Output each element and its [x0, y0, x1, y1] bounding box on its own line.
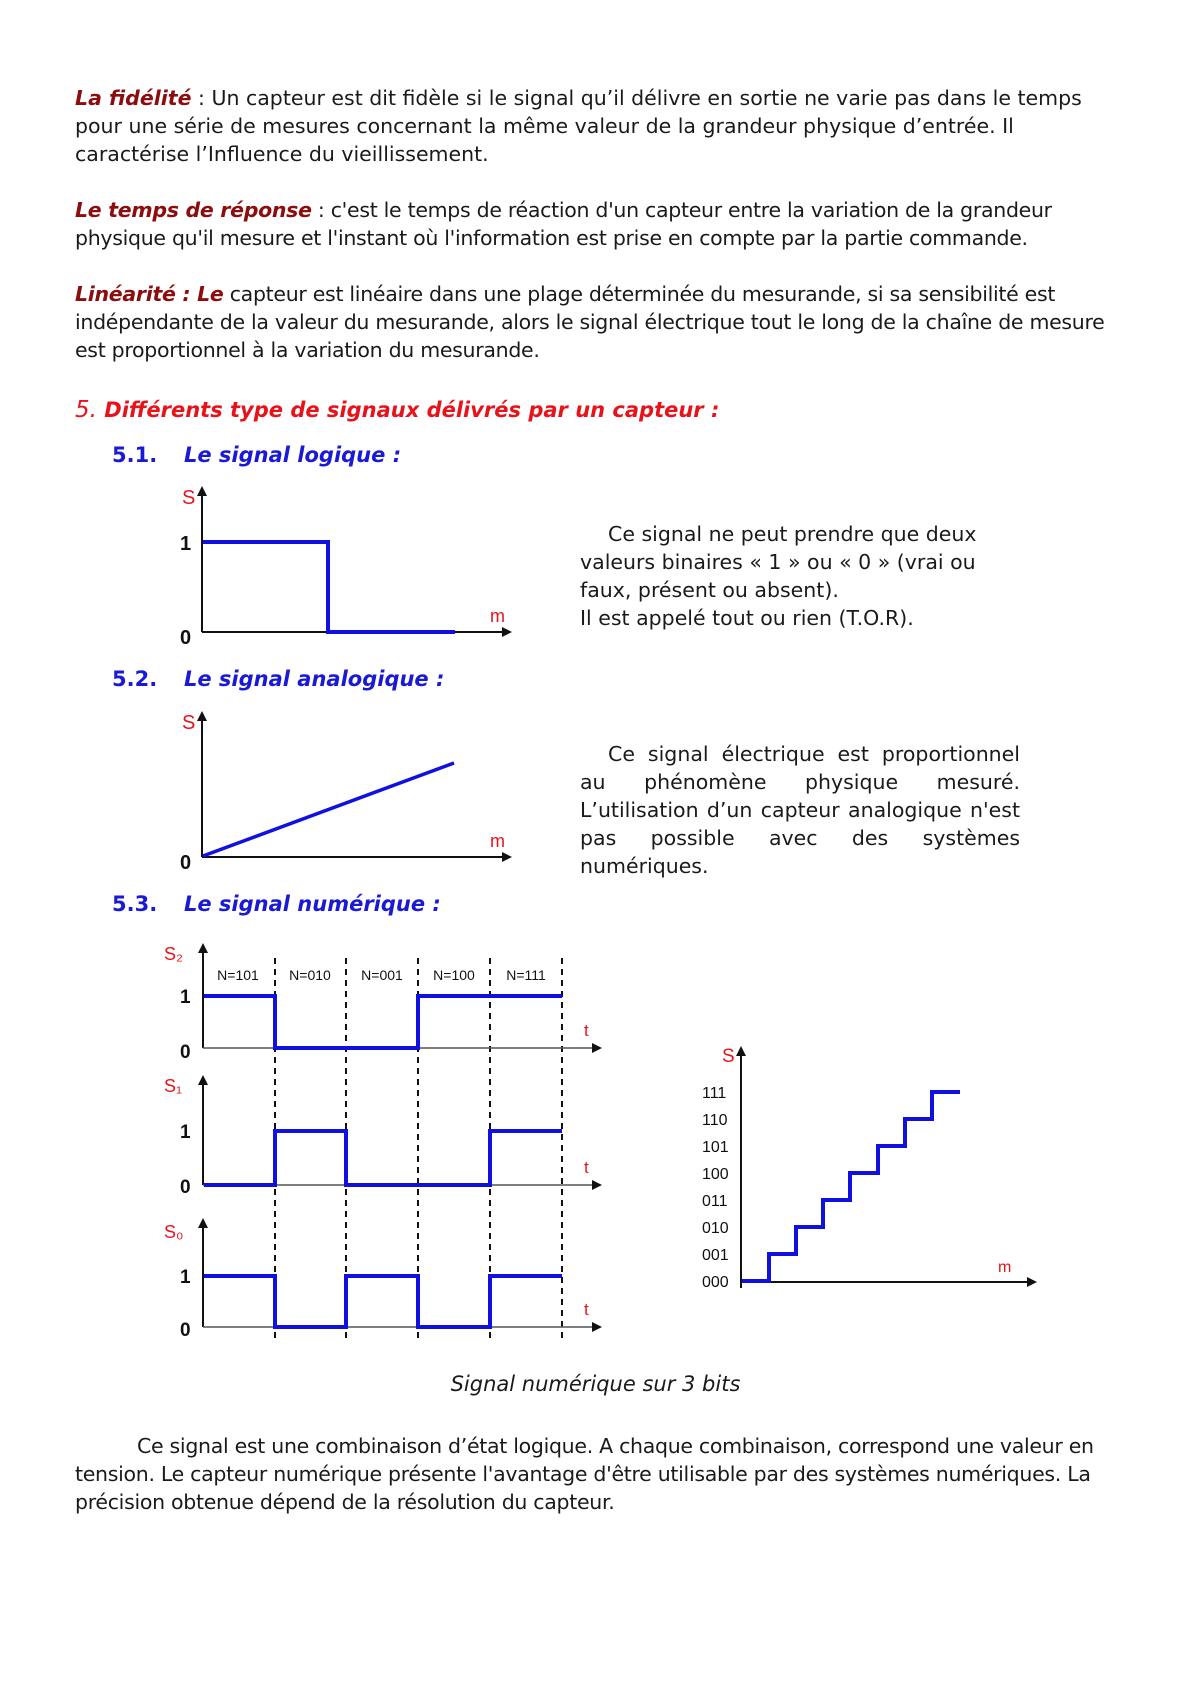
text-fidelite: : Un capteur est dit fidèle si le signal qu’il délivre en sortie ne varie pas dans le temps pour une série de mesures concernant la même valeur de la grandeur physique d’entrée. Il caractérise l’Influence du vieillissement. — [75, 86, 1082, 166]
text-temps-reponse: : c'est le temps de réaction d'un capteur entre la variation de la grandeur physique qu'il mesure et l'instant où l'information est prise en compte par la partie commande. — [75, 198, 1052, 250]
subsection-number: 5.2. — [112, 667, 158, 691]
segment-label-5: N=111 — [506, 967, 546, 983]
subsection-number: 5.3. — [112, 892, 158, 916]
tick-label-0: 0 — [180, 1177, 191, 1198]
axis-label-m: m — [490, 831, 505, 851]
analog-signal-chart — [170, 705, 520, 875]
level-111: 111 — [702, 1085, 727, 1102]
digital-signal-description — [75, 1432, 1125, 1516]
segment-label-4: N=100 — [433, 967, 475, 983]
term-fidelite: La fidélité — [75, 86, 192, 110]
level-011: 011 — [702, 1193, 728, 1210]
segment-label-3: N=001 — [361, 967, 403, 983]
term-linearite: Linéarité : Le — [75, 282, 224, 306]
analog-description-text: Ce signal électrique est proportionnel au phénomène physique mesuré. L’utilisation d’un capteur analogique n'est pas possible avec des systèmes numériques. — [580, 742, 1020, 878]
digital-timing-chart — [150, 940, 610, 1360]
subsection-heading-5-2 — [112, 667, 444, 691]
analog-signal-description — [580, 740, 1020, 880]
level-110: 110 — [702, 1112, 728, 1129]
tick-label-1: 1 — [180, 1267, 191, 1288]
tick-label-1: 1 — [180, 533, 192, 555]
tick-label-0: 0 — [180, 627, 192, 649]
text-linearite: capteur est linéaire dans une plage déterminée du mesurande, si sa sensibilité est indépendante de la valeur du mesurande, alors le signal électrique tout le long de la chaîne de mesure est proportionnel à la variation du mesurande. — [75, 282, 1105, 362]
term-temps-reponse: Le temps de réponse — [75, 198, 312, 222]
axis-label-t: t — [584, 1158, 589, 1177]
segment-label-2: N=010 — [289, 967, 331, 983]
axis-label-m: m — [490, 606, 505, 626]
subsection-heading-5-1 — [112, 443, 401, 467]
tick-label-0: 0 — [180, 852, 192, 874]
axis-label-s2: S₂ — [164, 944, 183, 964]
axis-label-s: S — [722, 1046, 735, 1067]
logic-signal-chart — [170, 480, 520, 650]
level-001: 001 — [702, 1247, 729, 1264]
paragraph-temps-reponse — [75, 196, 1125, 252]
figure-caption: Signal numérique sur 3 bits — [450, 1372, 741, 1396]
level-000: 000 — [702, 1274, 729, 1291]
section-number: 5. — [75, 397, 97, 423]
axis-label-t: t — [584, 1300, 589, 1319]
tick-label-1: 1 — [180, 1122, 191, 1143]
level-101: 101 — [702, 1139, 729, 1156]
subsection-title: Le signal numérique : — [184, 892, 441, 916]
digital-description-text: Ce signal est une combinaison d’état logique. A chaque combinaison, correspond une valeur en tension. Le capteur numérique présente l'avantage d'être utilisable par des systèmes numériques. La précision obtenue dépend de la résolution du capteur. — [75, 1434, 1094, 1514]
axis-label-s0: S₀ — [164, 1222, 184, 1242]
subsection-number: 5.1. — [112, 443, 158, 467]
section-heading-5 — [75, 397, 719, 423]
tick-label-0: 0 — [180, 1042, 191, 1063]
logic-signal-description — [580, 520, 1000, 632]
segment-label-1: N=101 — [217, 967, 259, 983]
axis-label-m: m — [998, 1259, 1012, 1276]
axis-label-s1: S₁ — [164, 1076, 183, 1096]
subsection-title: Le signal logique : — [184, 443, 402, 467]
paragraph-linearite — [75, 280, 1125, 364]
section-title: Différents type de signaux délivrés par un capteur : — [96, 398, 720, 422]
tick-label-1: 1 — [180, 987, 191, 1008]
tick-label-0: 0 — [180, 1320, 191, 1341]
axis-label-s: S — [182, 712, 196, 734]
axis-label-t: t — [584, 1021, 589, 1040]
level-100: 100 — [702, 1166, 729, 1183]
digital-staircase-chart — [690, 1040, 1040, 1310]
level-010: 010 — [702, 1220, 729, 1237]
paragraph-fidelite — [75, 84, 1125, 168]
axis-label-s: S — [182, 487, 196, 509]
logic-description-line1: Ce signal ne peut prendre que deux valeurs binaires « 1 » ou « 0 » (vrai ou faux, présent ou absent). — [580, 522, 977, 602]
subsection-heading-5-3 — [112, 892, 441, 916]
logic-description-line2: Il est appelé tout ou rien (T.O.R). — [580, 606, 914, 630]
subsection-title: Le signal analogique : — [184, 667, 445, 691]
